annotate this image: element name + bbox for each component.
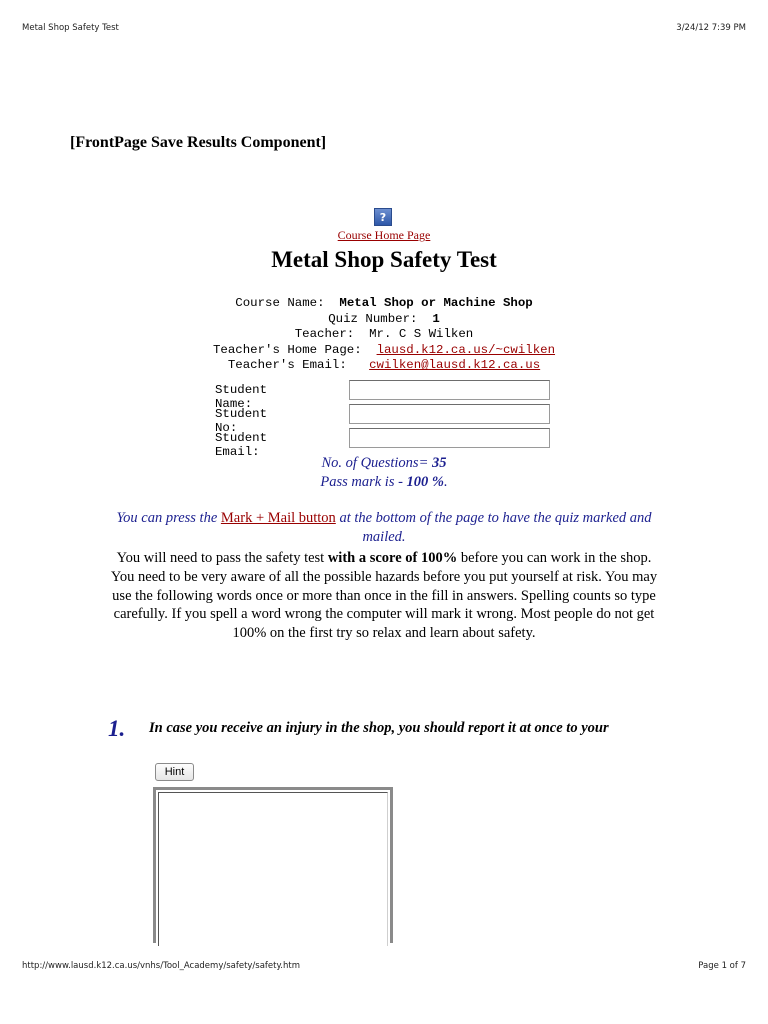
student-email-input[interactable]: [349, 428, 550, 448]
teacher-label: Teacher:: [294, 327, 355, 342]
quiz-info: [0, 454, 768, 491]
course-info: [0, 296, 768, 374]
student-no-input[interactable]: [349, 404, 550, 424]
student-name-label: Student Name:: [215, 383, 268, 411]
intro-part2: before you can work in the shop. You need to be very aware of all the possible hazards before you put yourself at risk. You may use the following words once or more than once in the fill in answers. Spelling counts so type carefully. If you spell a word wrong the computer will mark it wrong. Most people do not get 100% on the first try so relax and learn about safety.: [110, 550, 658, 642]
pass-mark-value: 100 %: [406, 473, 445, 490]
mark-mail-link[interactable]: Mark + Mail button: [220, 510, 336, 526]
quiz-number-label: Quiz Number:: [328, 311, 418, 326]
course-home-link-wrapper: [0, 228, 768, 243]
help-icon[interactable]: ?: [374, 208, 392, 226]
teacher-home-page-row: [0, 343, 768, 359]
teacher-home-page-link[interactable]: lausd.k12.ca.us/~cwilken: [376, 342, 556, 357]
print-footer-url: http://www.lausd.k12.ca.us/vnhs/Tool_Academy/safety/safety.htm: [22, 961, 301, 971]
course-home-link[interactable]: Course Home Page: [337, 228, 431, 242]
answer-textarea[interactable]: [153, 787, 393, 943]
intro-bold: with a score of 100%: [327, 550, 458, 566]
frontpage-component-label: [FrontPage Save Results Component]: [70, 134, 327, 151]
teacher-row: [0, 327, 768, 343]
mark-note-after: at the bottom of the page to have the quiz marked and mailed.: [339, 510, 652, 545]
course-name-row: [0, 296, 768, 312]
pass-mark-suffix: .: [444, 473, 448, 490]
pass-mark-row: [0, 473, 768, 492]
question-count-label: No. of Questions=: [321, 455, 429, 471]
teacher-email-row: [0, 358, 768, 374]
teacher-value: Mr. C S Wilken: [369, 327, 474, 342]
quiz-number-row: [0, 312, 768, 328]
mark-mail-note: [116, 509, 652, 546]
mark-note-before: You can press the: [116, 510, 218, 526]
question-count-row: [0, 454, 768, 473]
course-name-label: Course Name:: [235, 296, 325, 310]
question-text: In case you receive an injury in the shop, you should report it at once to your: [149, 720, 609, 736]
teacher-home-page-label: Teacher's Home Page:: [212, 342, 362, 357]
student-name-input[interactable]: [349, 380, 550, 400]
teacher-email-link[interactable]: cwilken@lausd.k12.ca.us: [369, 358, 541, 373]
course-name-value: Metal Shop or Machine Shop: [339, 296, 533, 310]
student-email-label: Student Email:: [215, 431, 268, 459]
page-title: Metal Shop Safety Test: [271, 247, 497, 272]
intro-part1: You will need to pass the safety test: [116, 550, 325, 566]
quiz-number-value: 1: [432, 311, 440, 326]
print-footer-page: Page 1 of 7: [698, 961, 746, 971]
teacher-email-label: Teacher's Email:: [227, 358, 347, 373]
hint-button[interactable]: Hint: [155, 763, 194, 781]
question-count-value: 35: [432, 455, 447, 471]
answer-textarea-inner[interactable]: [158, 792, 388, 946]
print-header-datetime: 3/24/12 7:39 PM: [676, 23, 746, 33]
print-header-title: Metal Shop Safety Test: [22, 23, 119, 33]
pass-mark-label: Pass mark is -: [320, 473, 403, 490]
intro-paragraph: [108, 549, 660, 643]
student-no-label: Student No:: [215, 407, 268, 435]
question-number: 1.: [108, 716, 126, 741]
